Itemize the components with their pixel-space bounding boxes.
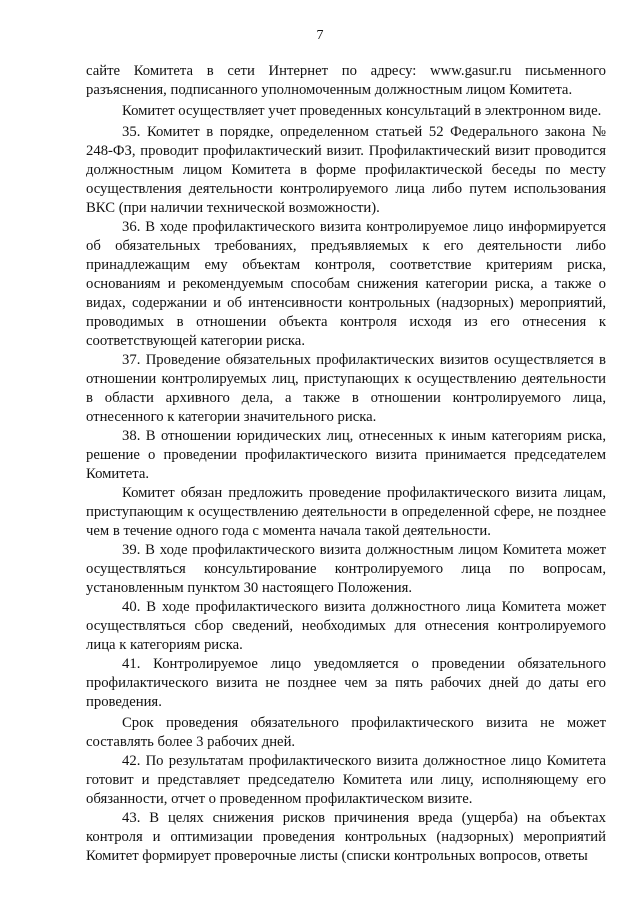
- paragraph-3: 35. Комитет в порядке, определенном статьей 52 Федерального закона № 248-ФЗ, проводит профилактический визит. Профилактический визит проводится должностным лицом Комитета в форме профилактической беседы по месту осуществления деятельности контролируемого лица либо путем использования ВКС (при наличии технической возможности).: [86, 124, 606, 216]
- paragraph-11: Срок проведения обязательного профилактического визита не может составлять более 3 рабочих дней.: [86, 715, 606, 750]
- paragraph-4: 36. В ходе профилактического визита контролируемое лицо информируется об обязательных требованиях, предъявляемых к его деятельности либо принадлежащим ему объектам контроля, соответствие критериям риска, основаниям и рекомендуемым способам снижения категории риска, а также о видах, содержании и об интенсивности контрольных (надзорных) мероприятий, проводимых в отношении объекта контроля исходя из его отнесения к соответствующей категории риска.: [86, 219, 606, 349]
- document-body: [86, 62, 606, 866]
- paragraph-13: 43. В целях снижения рисков причинения вреда (ущерба) на объектах контроля и оптимизации проведения контрольных (надзорных) мероприятий Комитет формирует проверочные листы (списки контрольных вопросов, ответы: [86, 810, 606, 864]
- page-number: 7: [316, 28, 324, 43]
- paragraph-7: Комитет обязан предложить проведение профилактического визита лицам, приступающим к осуществлению деятельности в определенной сфере, не позднее чем в течение одного года с момента начала такой деятельности.: [86, 485, 606, 539]
- paragraph-10: 41. Контролируемое лицо уведомляется о проведении обязательного профилактического визита не позднее чем за пять рабочих дней до даты его проведения.: [86, 656, 606, 710]
- paragraph-6: 38. В отношении юридических лиц, отнесенных к иным категориям риска, решение о проведении профилактического визита принимается председателем Комитета.: [86, 428, 606, 482]
- paragraph-9: 40. В ходе профилактического визита должностного лица Комитета может осуществляться сбор сведений, необходимых для отнесения контролируемого лица к категориям риска.: [86, 599, 606, 653]
- paragraph-1: сайте Комитета в сети Интернет по адресу: www.gasur.ru письменного разъяснения, подписанного уполномоченным должностным лицом Комитета.: [86, 63, 606, 98]
- paragraph-12: 42. По результатам профилактического визита должностное лицо Комитета готовит и представляет председателю Комитета или лицу, исполняющему его обязанности, отчет о проведенном профилактическом визите.: [86, 753, 606, 807]
- paragraph-8: 39. В ходе профилактического визита должностным лицом Комитета может осуществляться консультирование контролируемого лица по вопросам, установленным пунктом 30 настоящего Положения.: [86, 542, 606, 596]
- paragraph-2: Комитет осуществляет учет проведенных консультаций в электронном виде.: [122, 103, 602, 119]
- paragraph-5: 37. Проведение обязательных профилактических визитов осуществляется в отношении контролируемых лиц, приступающих к осуществлению деятельности в области архивного дела, а также в отношении контролируемого лица, отнесенного к категории значительного риска.: [86, 352, 606, 425]
